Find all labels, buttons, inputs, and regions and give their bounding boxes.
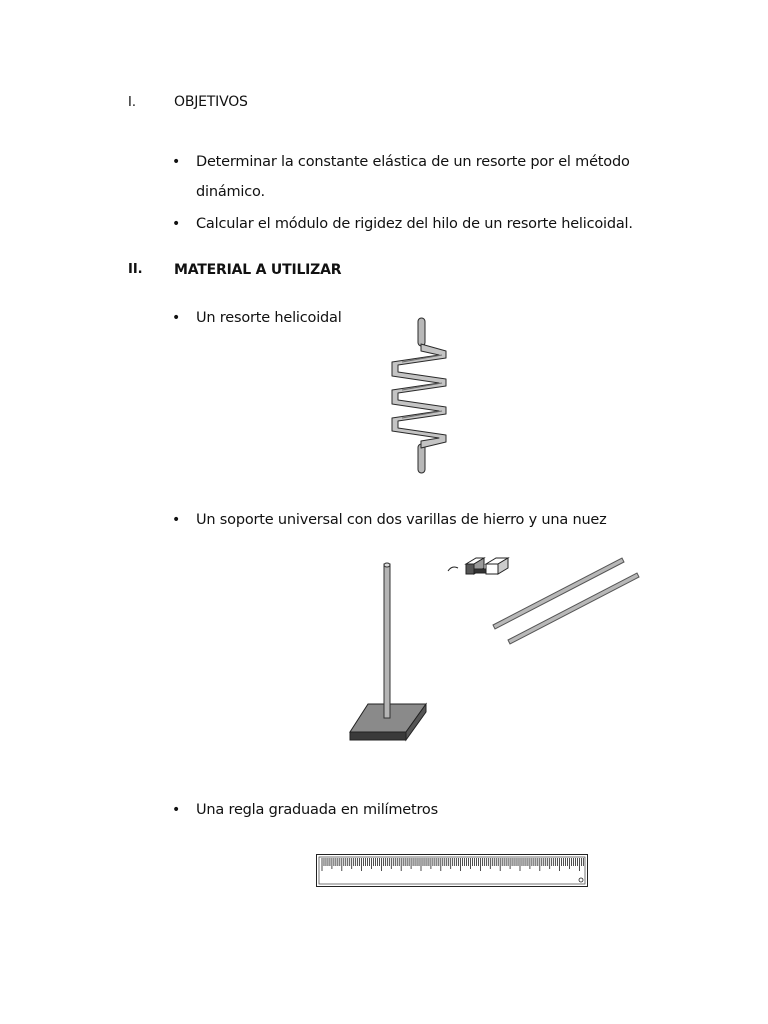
material-2-label: Un soporte universal con dos varillas de hierro y una nuez: [196, 512, 607, 528]
objective-1-line-1: Determinar la constante elástica de un resorte por el método: [196, 154, 630, 170]
material-1-label: Un resorte helicoidal: [196, 310, 342, 326]
section-2-title: MATERIAL A UTILIZAR: [174, 262, 342, 278]
bullet-icon: •: [172, 310, 181, 326]
objective-2-text: Calcular el módulo de rigidez del hilo de un resorte helicoidal.: [196, 216, 633, 232]
bullet-icon: •: [172, 512, 181, 528]
bullet-icon: •: [172, 154, 181, 170]
section-1-title: OBJETIVOS: [174, 94, 248, 110]
ruler-icon: [316, 854, 588, 887]
section-1-number: I.: [128, 95, 136, 110]
material-3-label: Una regla graduada en milímetros: [196, 802, 438, 818]
objective-1-line-2: dinámico.: [196, 184, 265, 200]
section-2-number: II.: [128, 262, 143, 277]
helical-spring-icon: [392, 318, 452, 473]
bullet-icon: •: [172, 216, 181, 232]
universal-stand-icon: [348, 554, 648, 744]
bullet-icon: •: [172, 802, 181, 818]
